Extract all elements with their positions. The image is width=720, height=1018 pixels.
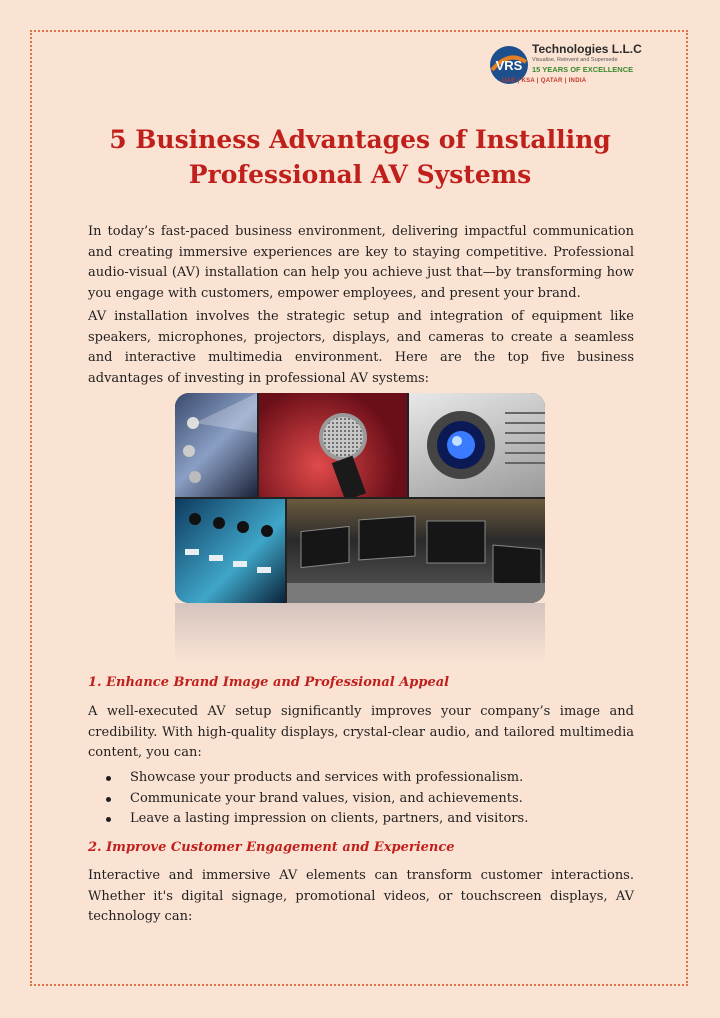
microphone-image <box>259 393 407 497</box>
section-1-bullet-list <box>88 768 634 830</box>
logo-emblem-text: VRS <box>495 58 523 73</box>
section-2-body: Interactive and immersive AV elements can transform customer interactions. Whether it's digital signage, promotional videos, or touchscreen displays, AV technology can: <box>88 868 634 924</box>
logo-regions: UAE | KSA | QATAR | INDIA <box>502 78 587 84</box>
collage-reflection <box>175 603 545 663</box>
section-2-heading: 2. Improve Customer Engagement and Experience <box>88 840 455 855</box>
av-installation-paragraph: AV installation involves the strategic setup and integration of equipment like speakers, microphones, projectors, displays, and cameras to create a seamless and interactive multimedia environment. Here are the top five business advantages of investing in professional AV systems: <box>88 309 634 386</box>
company-logo <box>488 40 642 92</box>
list-item: Communicate your brand values, vision, and achievements. <box>88 789 634 810</box>
projector-image <box>409 393 545 497</box>
stage-lights-image <box>175 393 257 497</box>
list-item: Showcase your products and services with professionalism. <box>88 768 634 789</box>
logo-years: 15 YEARS OF EXCELLENCE <box>532 65 634 74</box>
av-equipment-collage-image <box>175 393 545 603</box>
section-1-heading: 1. Enhance Brand Image and Professional Appeal <box>88 675 450 690</box>
display-screens-image <box>287 499 545 603</box>
logo-tagline: Visualise, Reinvent and Supersede <box>532 57 618 63</box>
section-1-body: A well-executed AV setup significantly improves your company’s image and credibility. With high-quality displays, crystal-clear audio, and tailored multimedia content, you can: <box>88 704 634 760</box>
logo-brand-name: Technologies L.L.C <box>532 42 642 56</box>
list-item: Leave a lasting impression on clients, partners, and visitors. <box>88 809 634 830</box>
mixing-console-image <box>175 499 285 603</box>
page-title: 5 Business Advantages of Installing Professional AV Systems <box>109 125 611 189</box>
intro-paragraph: In today’s fast-paced business environment, delivering impactful communication and creating immersive experiences are key to staying competitive. Professional audio-visual (AV) installation can help you achieve just that—by transforming how you engage with customers, empower employees, and present your brand. <box>88 224 634 301</box>
